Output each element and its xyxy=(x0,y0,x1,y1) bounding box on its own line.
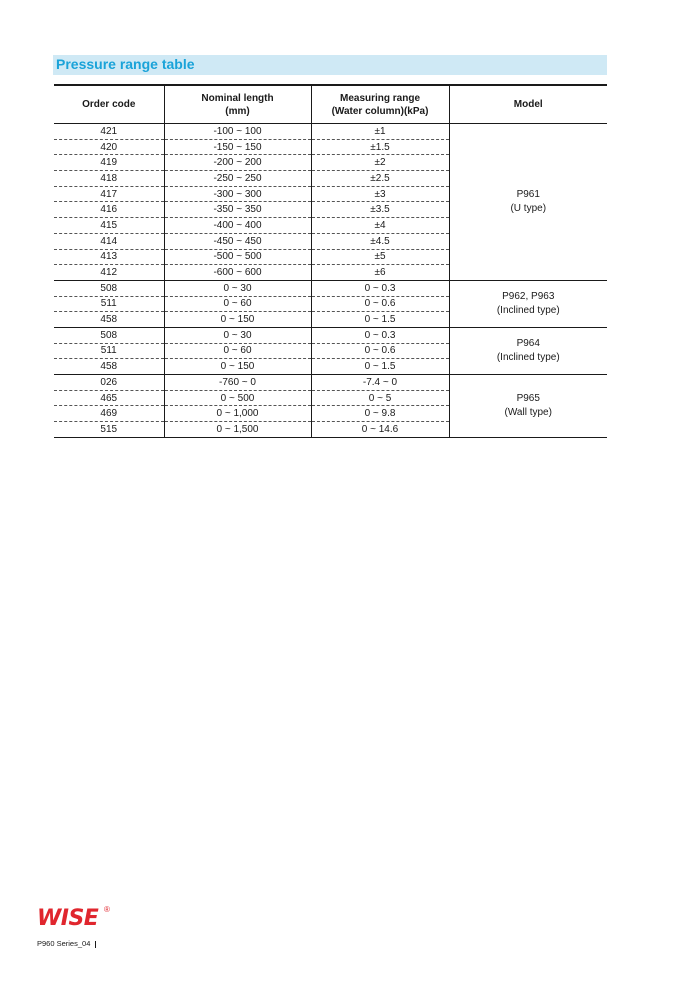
registered-mark: ® xyxy=(104,905,110,914)
order-code-cell: 458 xyxy=(54,312,164,328)
nominal-length-cell: 0 ~ 1,500 xyxy=(164,422,311,438)
order-code-cell: 417 xyxy=(54,186,164,202)
model-cell xyxy=(449,280,607,327)
measuring-range-cell: 0 ~ 14.6 xyxy=(311,422,449,438)
order-code-cell: 511 xyxy=(54,343,164,359)
model-type: (U type) xyxy=(510,202,547,214)
order-code-cell: 508 xyxy=(54,327,164,343)
table-row xyxy=(54,327,607,343)
measuring-range-cell: 0 ~ 5 xyxy=(311,390,449,406)
nominal-length-cell: 0 ~ 1,000 xyxy=(164,406,311,422)
order-code-cell: 511 xyxy=(54,296,164,312)
table-row xyxy=(54,124,607,140)
order-code-cell: 465 xyxy=(54,390,164,406)
order-code-cell: 418 xyxy=(54,171,164,187)
measuring-range-cell: ±2.5 xyxy=(311,171,449,187)
measuring-range-cell: ±1.5 xyxy=(311,139,449,155)
measuring-range-cell: 0 ~ 1.5 xyxy=(311,359,449,375)
pressure-range-table xyxy=(54,84,607,438)
measuring-range-cell: 0 ~ 0.6 xyxy=(311,296,449,312)
nominal-length-cell: -300 ~ 300 xyxy=(164,186,311,202)
model-name: P964 xyxy=(516,337,540,349)
measuring-range-cell: 0 ~ 0.3 xyxy=(311,327,449,343)
section-title-bar xyxy=(53,55,607,75)
model-cell xyxy=(449,375,607,438)
nominal-length-cell: -350 ~ 350 xyxy=(164,202,311,218)
measuring-range-cell: ±3.5 xyxy=(311,202,449,218)
order-code-cell: 026 xyxy=(54,375,164,391)
nominal-length-cell: 0 ~ 30 xyxy=(164,327,311,343)
order-code-cell: 469 xyxy=(54,406,164,422)
measuring-range-cell: ±4 xyxy=(311,218,449,234)
order-code-cell: 416 xyxy=(54,202,164,218)
order-code-cell: 420 xyxy=(54,139,164,155)
nominal-length-cell: 0 ~ 150 xyxy=(164,312,311,328)
measuring-range-cell: ±2 xyxy=(311,155,449,171)
page-footer xyxy=(37,939,96,948)
nominal-length-cell: -600 ~ 600 xyxy=(164,265,311,281)
measuring-range-cell: -7.4 ~ 0 xyxy=(311,375,449,391)
header-order-code: Order code xyxy=(54,85,164,124)
model-name: P965 xyxy=(516,392,540,404)
table-row xyxy=(54,280,607,296)
table-header-row xyxy=(54,85,607,124)
footer-label: P960 Series_04 xyxy=(37,939,91,948)
nominal-length-cell: -760 ~ 0 xyxy=(164,375,311,391)
measuring-range-cell: 0 ~ 9.8 xyxy=(311,406,449,422)
table-body xyxy=(54,124,607,438)
footer-divider xyxy=(95,941,96,948)
measuring-range-cell: ±4.5 xyxy=(311,233,449,249)
order-code-cell: 515 xyxy=(54,422,164,438)
nominal-length-cell: -150 ~ 150 xyxy=(164,139,311,155)
nominal-length-cell: -500 ~ 500 xyxy=(164,249,311,265)
nominal-length-cell: 0 ~ 60 xyxy=(164,343,311,359)
section-title: Pressure range table xyxy=(56,56,195,72)
measuring-range-cell: ±5 xyxy=(311,249,449,265)
nominal-length-cell: -200 ~ 200 xyxy=(164,155,311,171)
nominal-length-cell: -100 ~ 100 xyxy=(164,124,311,140)
header-nominal-length: Nominal length (mm) xyxy=(164,85,311,124)
order-code-cell: 414 xyxy=(54,233,164,249)
measuring-range-cell: 0 ~ 1.5 xyxy=(311,312,449,328)
nominal-length-cell: -450 ~ 450 xyxy=(164,233,311,249)
model-cell xyxy=(449,124,607,281)
header-measuring-range: Measuring range (Water column)(kPa) xyxy=(311,85,449,124)
model-type: (Wall type) xyxy=(504,406,552,418)
measuring-range-cell: 0 ~ 0.6 xyxy=(311,343,449,359)
order-code-cell: 413 xyxy=(54,249,164,265)
order-code-cell: 458 xyxy=(54,359,164,375)
measuring-range-cell: ±6 xyxy=(311,265,449,281)
order-code-cell: 508 xyxy=(54,280,164,296)
model-name: P961 xyxy=(516,188,540,200)
model-name: P962, P963 xyxy=(502,290,555,302)
nominal-length-cell: 0 ~ 150 xyxy=(164,359,311,375)
nominal-length-cell: 0 ~ 60 xyxy=(164,296,311,312)
header-model: Model xyxy=(449,85,607,124)
model-type: (Inclined type) xyxy=(496,304,560,316)
nominal-length-cell: -250 ~ 250 xyxy=(164,171,311,187)
order-code-cell: 415 xyxy=(54,218,164,234)
model-cell xyxy=(449,327,607,374)
table-row xyxy=(54,375,607,391)
model-type: (Inclined type) xyxy=(496,351,560,363)
measuring-range-cell: 0 ~ 0.3 xyxy=(311,280,449,296)
wise-logo: WISE xyxy=(37,906,99,931)
nominal-length-cell: 0 ~ 500 xyxy=(164,390,311,406)
measuring-range-cell: ±3 xyxy=(311,186,449,202)
order-code-cell: 419 xyxy=(54,155,164,171)
order-code-cell: 412 xyxy=(54,265,164,281)
order-code-cell: 421 xyxy=(54,124,164,140)
measuring-range-cell: ±1 xyxy=(311,124,449,140)
nominal-length-cell: 0 ~ 30 xyxy=(164,280,311,296)
nominal-length-cell: -400 ~ 400 xyxy=(164,218,311,234)
